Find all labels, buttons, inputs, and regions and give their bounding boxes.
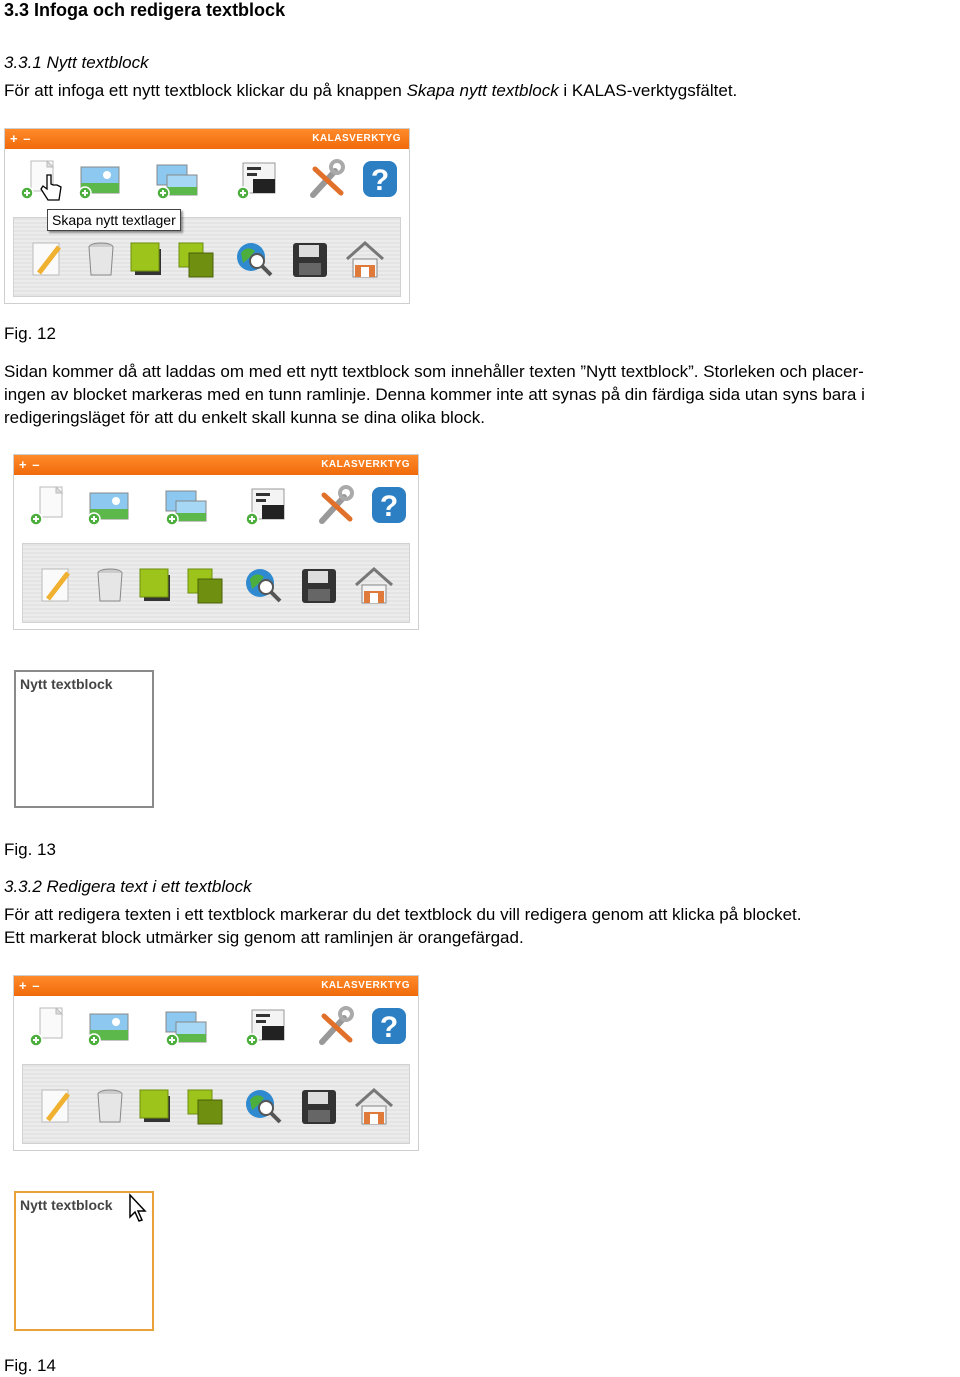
home-icon[interactable] [352, 563, 396, 607]
toolbar-title: KALASVERKTYG [312, 133, 401, 144]
edit-pencil-icon[interactable] [34, 1084, 78, 1128]
toolbar-header [14, 976, 418, 996]
send-back-icon[interactable] [182, 563, 226, 607]
tools-icon[interactable] [314, 483, 358, 527]
tools-icon[interactable] [314, 1004, 358, 1048]
bring-front-icon[interactable] [134, 1084, 178, 1128]
paragraph-line: redigeringsläget för att du enkelt skall kunna se dina olika block. [4, 408, 486, 427]
expand-collapse-icon[interactable]: + – [19, 457, 41, 472]
toolbar-title: KALASVERKTYG [321, 459, 410, 470]
svg-text:?: ? [379, 490, 399, 523]
new-image-icon[interactable] [77, 157, 121, 201]
text-block-label: Nytt textblock [20, 1197, 113, 1213]
kalas-toolbar [4, 128, 410, 304]
new-gallery-icon[interactable] [155, 157, 199, 201]
home-icon[interactable] [352, 1084, 396, 1128]
send-back-icon[interactable] [173, 237, 217, 281]
bring-front-icon[interactable] [134, 563, 178, 607]
expand-collapse-icon[interactable]: + – [19, 978, 41, 993]
figure-caption: Fig. 12 [4, 324, 56, 343]
new-layer-icon[interactable] [235, 157, 279, 201]
help-icon[interactable] [366, 483, 410, 527]
new-gallery-icon[interactable] [164, 483, 208, 527]
save-disk-icon[interactable] [287, 237, 331, 281]
kalas-toolbar [13, 454, 419, 630]
kalas-toolbar [13, 975, 419, 1151]
text-block[interactable] [14, 670, 154, 808]
mouse-cursor-icon [128, 1193, 150, 1223]
hand-cursor-icon [39, 173, 63, 203]
figure-caption: Fig. 13 [4, 840, 56, 859]
text-block-label: Nytt textblock [20, 676, 113, 692]
figure-caption: Fig. 14 [4, 1356, 56, 1375]
preview-globe-icon[interactable] [231, 237, 275, 281]
paragraph-line: ingen av blocket markeras med en tunn ramlinje. Denna kommer inte att synas på din färdiga sida utan syns bara i [4, 385, 865, 404]
trash-icon[interactable] [88, 563, 132, 607]
trash-icon[interactable] [88, 1084, 132, 1128]
svg-text:?: ? [379, 1011, 399, 1044]
toolbar-header [14, 455, 418, 475]
section-heading: 3.3 Infoga och redigera textblock [4, 0, 286, 20]
preview-globe-icon[interactable] [240, 1084, 284, 1128]
edit-pencil-icon[interactable] [25, 237, 69, 281]
new-text-icon[interactable] [28, 1004, 72, 1048]
bring-front-icon[interactable] [125, 237, 169, 281]
paragraph-line: För att redigera texten i ett textblock markerar du det textblock du vill redigera genom att klicka på blocket. [4, 905, 802, 924]
home-icon[interactable] [343, 237, 387, 281]
toolbar-header [5, 129, 409, 149]
new-gallery-icon[interactable] [164, 1004, 208, 1048]
new-image-icon[interactable] [86, 483, 130, 527]
svg-text:?: ? [370, 164, 390, 197]
new-layer-icon[interactable] [244, 483, 288, 527]
send-back-icon[interactable] [182, 1084, 226, 1128]
subsection-title: 3.3.1 Nytt textblock [4, 53, 149, 72]
edit-pencil-icon[interactable] [34, 563, 78, 607]
new-layer-icon[interactable] [244, 1004, 288, 1048]
new-text-icon[interactable] [28, 483, 72, 527]
paragraph-line: Sidan kommer då att laddas om med ett nytt textblock som innehåller texten ”Nytt textblock”. Storleken och placer- [4, 362, 864, 381]
intro-paragraph: För att infoga ett nytt textblock klickar du på knappen Skapa nytt textblock i KALAS-verktygsfältet. [4, 81, 738, 100]
expand-collapse-icon[interactable]: + – [10, 131, 32, 146]
help-icon[interactable] [366, 1004, 410, 1048]
tooltip: Skapa nytt textlager [47, 209, 181, 231]
toolbar-title: KALASVERKTYG [321, 980, 410, 991]
help-icon[interactable] [357, 157, 401, 201]
save-disk-icon[interactable] [296, 563, 340, 607]
tools-icon[interactable] [305, 157, 349, 201]
trash-icon[interactable] [79, 237, 123, 281]
text-block-selected[interactable] [14, 1191, 154, 1331]
preview-globe-icon[interactable] [240, 563, 284, 607]
save-disk-icon[interactable] [296, 1084, 340, 1128]
subsection-title: 3.3.2 Redigera text i ett textblock [4, 877, 252, 896]
new-image-icon[interactable] [86, 1004, 130, 1048]
paragraph-line: Ett markerat block utmärker sig genom att ramlinjen är orangefärgad. [4, 928, 524, 947]
